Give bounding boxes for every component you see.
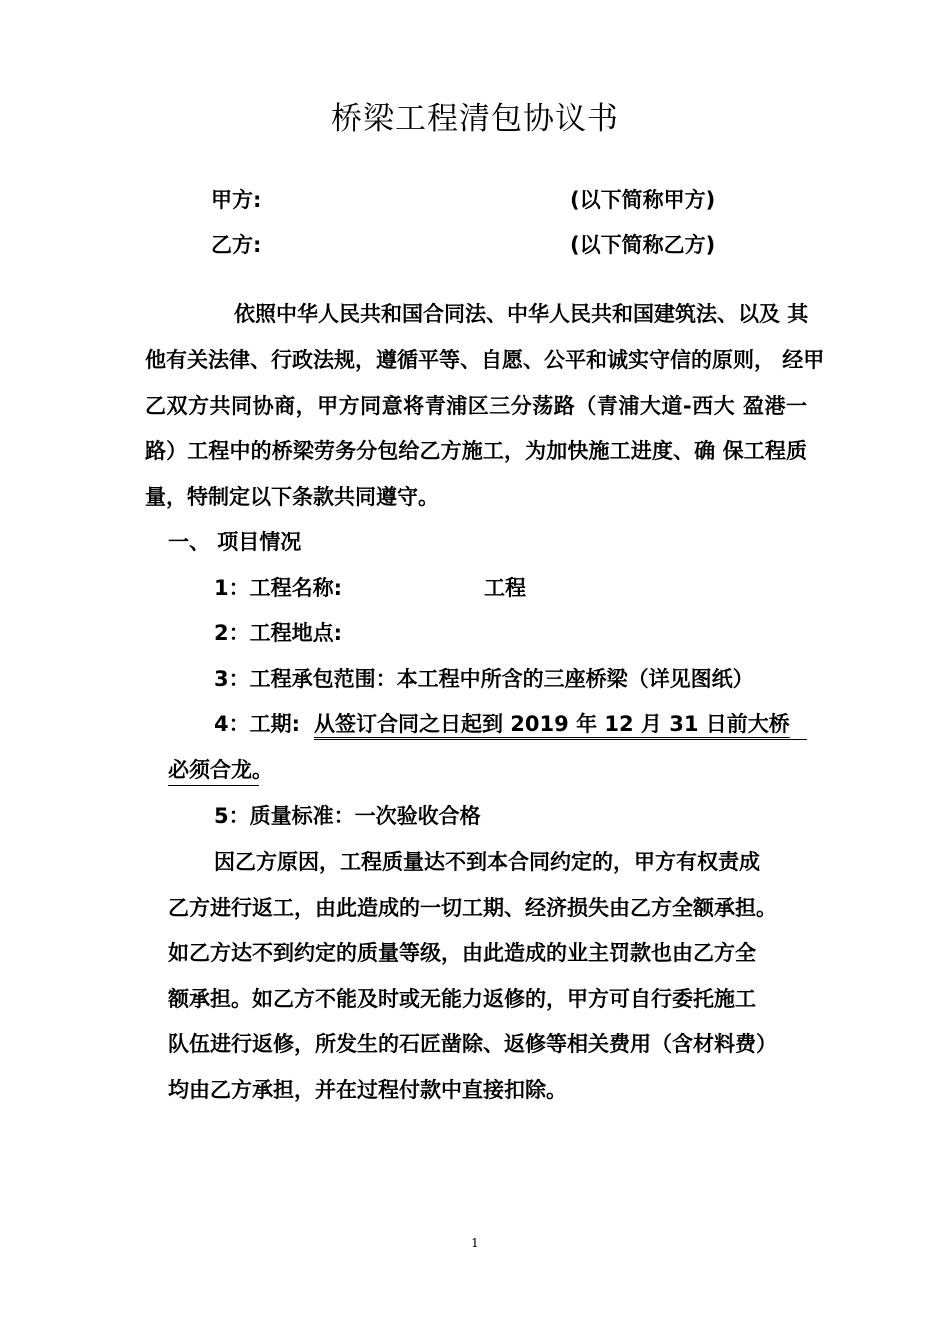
item-duration-label: 4：工期: [214,712,301,736]
party-a-suffix: (以下简称甲方) [570,188,716,212]
intro-paragraph-line: 依照中华人民共和国合同法、中华人民共和国建筑法、以及 其 [234,302,809,326]
duration-underline [314,739,807,740]
party-a-label: 甲方: [211,188,262,212]
party-b-suffix: (以下简称乙方) [570,233,716,257]
duration-underline [168,785,259,786]
item-quality-standard: 5：质量标准：一次验收合格 [214,804,481,828]
item-project-name-label: 1：工程名称: [214,576,343,600]
intro-paragraph-line: 他有关法律、行政法规，遵循平等、自愿、公平和诚实守信的原则， 经甲 [145,348,825,372]
item-duration-value: 从签订合同之日起到 2019 年 12 月 31 日前大桥 [314,712,790,736]
intro-paragraph-line: 量，特制定以下条款共同遵守。 [145,485,439,509]
intro-paragraph-line: 乙双方共同协商，甲方同意将青浦区三分荡路（青浦大道-西大 盈港一 [145,394,807,418]
quality-paragraph-line: 额承担。如乙方不能及时或无能力返修的，甲方可自行委托施工 [168,987,756,1011]
quality-paragraph-line: 乙方进行返工，由此造成的一切工期、经济损失由乙方全额承担。 [168,896,777,920]
item-contract-scope: 3：工程承包范围：本工程中所含的三座桥梁（详见图纸） [214,667,754,691]
item-duration-value-cont: 必须合龙。 [168,758,273,782]
quality-paragraph-line: 如乙方达不到约定的质量等级，由此造成的业主罚款也由乙方全 [168,941,756,965]
quality-paragraph-line: 队伍进行返修，所发生的石匠凿除、返修等相关费用（含材料费） [168,1032,777,1056]
page-number: 1 [471,1236,479,1250]
party-b-label: 乙方: [211,233,262,257]
quality-paragraph-line: 因乙方原因，工程质量达不到本合同约定的，甲方有权责成 [214,850,760,874]
section-heading: 一、 项目情况 [168,530,302,554]
intro-paragraph-line: 路）工程中的桥梁劳务分包给乙方施工，为加快施工进度、确 保工程质 [145,439,807,463]
document-title: 桥梁工程清包协议书 [331,101,619,137]
quality-paragraph-line: 均由乙方承担，并在过程付款中直接扣除。 [168,1078,567,1102]
item-project-location: 2：工程地点: [214,621,343,645]
item-project-name-value: 工程 [484,576,526,600]
